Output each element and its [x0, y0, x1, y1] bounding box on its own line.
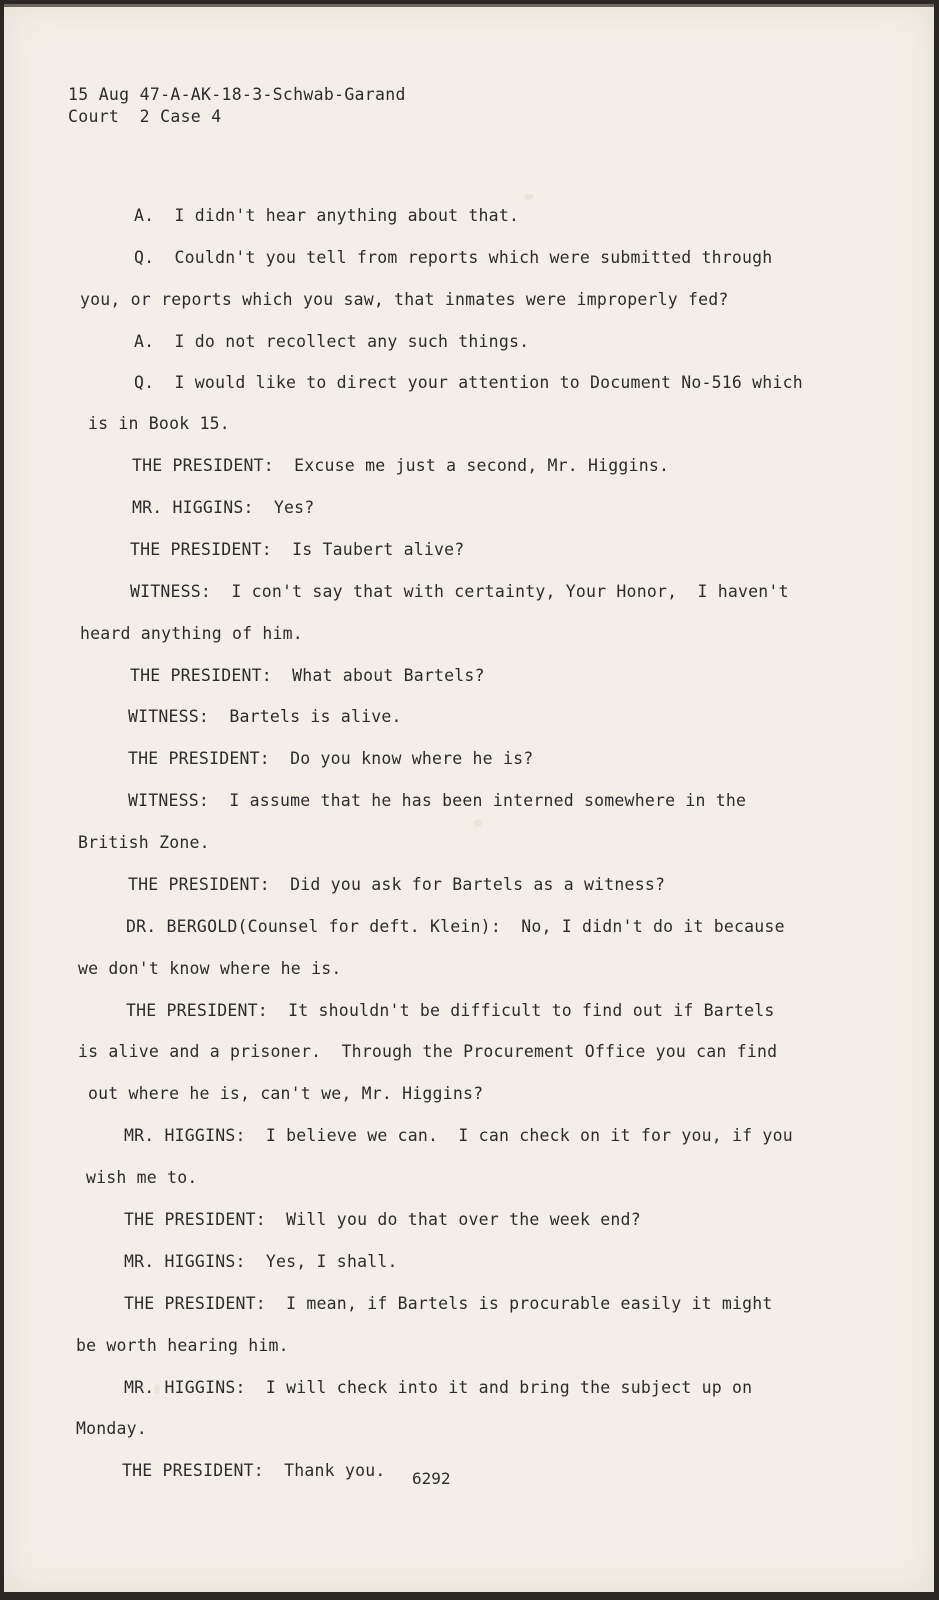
transcript-line: heard anything of him. [80, 624, 303, 643]
transcript-line: WITNESS: I con't say that with certainty, Your Honor, I haven't [130, 582, 789, 601]
document-header [68, 84, 406, 128]
transcript-line: THE PRESIDENT: What about Bartels? [130, 666, 485, 685]
transcript-line: Monday. [76, 1419, 147, 1438]
transcript-line: MR. HIGGINS: Yes, I shall. [124, 1252, 398, 1271]
transcript-line: THE PRESIDENT: Did you ask for Bartels as a witness? [128, 875, 666, 894]
page-number: 6292 [412, 1469, 451, 1488]
transcript-line: A. I didn't hear anything about that. [134, 206, 520, 225]
transcript-line: you, or reports which you saw, that inmates were improperly fed? [80, 290, 729, 309]
transcript-line: WITNESS: Bartels is alive. [128, 707, 402, 726]
transcript-line: we don't know where he is. [78, 959, 342, 978]
transcript-line: MR. HIGGINS: I will check into it and bring the subject up on [124, 1378, 753, 1397]
page-top-edge [4, 4, 934, 7]
document-page [4, 4, 934, 1592]
transcript-line: THE PRESIDENT: Excuse me just a second, Mr. Higgins. [132, 456, 670, 475]
paper-smudge [474, 819, 482, 827]
paper-smudge [154, 1384, 160, 1394]
transcript-line: THE PRESIDENT: It shouldn't be difficult to find out if Bartels [126, 1001, 775, 1020]
transcript-line: THE PRESIDENT: Thank you. [122, 1461, 386, 1480]
transcript-line: British Zone. [78, 833, 210, 852]
transcript-line: Q. I would like to direct your attention to Document No-516 which [134, 373, 803, 392]
transcript-line: MR. HIGGINS: I believe we can. I can check on it for you, if you [124, 1126, 793, 1145]
transcript-line: THE PRESIDENT: Is Taubert alive? [130, 540, 465, 559]
transcript-line: THE PRESIDENT: Do you know where he is? [128, 749, 534, 768]
transcript-line: MR. HIGGINS: Yes? [132, 498, 315, 517]
transcript-line: be worth hearing him. [76, 1336, 289, 1355]
transcript-line: WITNESS: I assume that he has been interned somewhere in the [128, 791, 747, 810]
transcript-line: is in Book 15. [88, 414, 230, 433]
header-reference: 15 Aug 47-A-AK-18-3-Schwab-Garand [68, 85, 406, 104]
transcript-line: wish me to. [86, 1168, 198, 1187]
transcript-line: THE PRESIDENT: Will you do that over the week end? [124, 1210, 641, 1229]
transcript-line: out where he is, can't we, Mr. Higgins? [88, 1084, 484, 1103]
transcript-line: Q. Couldn't you tell from reports which were submitted through [134, 248, 773, 267]
transcript-line: is alive and a prisoner. Through the Procurement Office you can find [78, 1042, 778, 1061]
header-court-case: Court 2 Case 4 [68, 107, 222, 126]
transcript-line: DR. BERGOLD(Counsel for deft. Klein): No, I didn't do it because [126, 917, 785, 936]
transcript-line: A. I do not recollect any such things. [134, 332, 530, 351]
paper-smudge [524, 194, 534, 200]
transcript-line: THE PRESIDENT: I mean, if Bartels is procurable easily it might [124, 1294, 773, 1313]
